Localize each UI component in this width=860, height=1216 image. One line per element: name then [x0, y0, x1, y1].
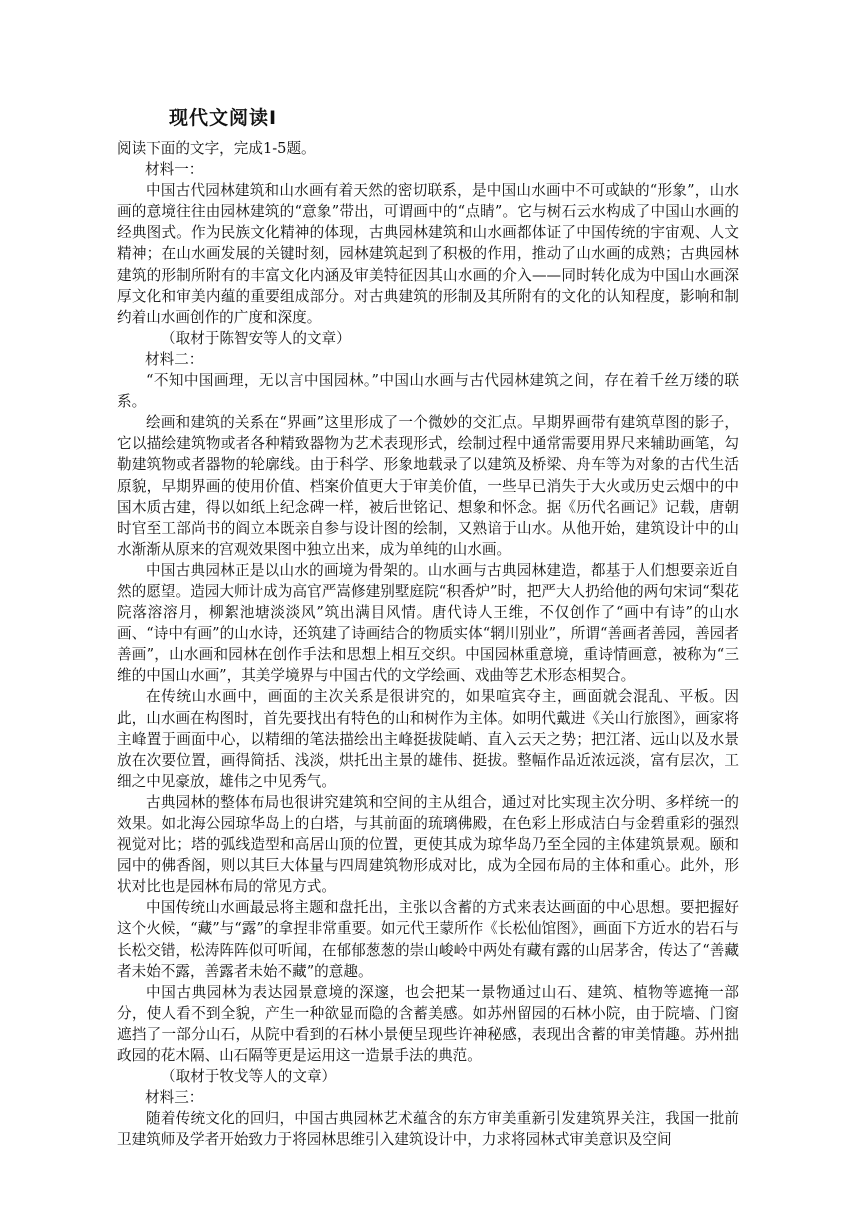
- material2-label: 材料二：: [145, 350, 204, 368]
- material2-paragraph-7: 中国古典园林为表达园景意境的深邃，也会把某一景物通过山石、建筑、植物等遮掩一部分，使人看不到全貌，产生一种欲显而隐的含蓄美感。如苏州留园的石林小院，由于院墙、门窗遮挡了一部分山石，从院中看到的石林小景便呈现些许神秘感，表现出含蓄的审美情趣。苏州拙政园的花木隔、山石隔等更是运用这一造景手法的典范。: [117, 983, 739, 1065]
- material2-paragraph-2: 绘画和建筑的关系在“界画”这里形成了一个微妙的交汇点。早期界画带有建筑草图的影子，它以描绘建筑物或者各种精致器物为艺术表现形式，绘制过程中通常需要用界尺来辅助画笔，勾勒建筑物或者器物的轮廓线。由于科学、形象地载录了以建筑及桥梁、舟车等为对象的古代生活原貌，早期界画的使用价值、档案价值更大于审美价值，一些早已消失于大火或历史云烟中的中国木质古建，得以如纸上纪念碑一样，被后世铭记、想象和怀念。据《历代名画记》记载，唐朝时官至工部尚书的阎立本既亲自参与设计图的绘制，又熟谙于山水。从他开始，建筑设计中的山水渐渐从原来的宫观效果图中独立出来，成为单纯的山水画。: [117, 414, 739, 558]
- material2-paragraph-1: “不知中国画理，无以言中国园林。”中国山水画与古代园林建筑之间，存在着千丝万缕的联系。: [117, 372, 739, 411]
- material2-source: （取材于牧戈等人的文章）: [161, 1068, 337, 1086]
- material1-label: 材料一：: [145, 161, 204, 179]
- material2-paragraph-4: 在传统山水画中，画面的主次关系是很讲究的，如果喧宾夺主，画面就会混乱、平板。因此，山水画在构图时，首先要找出有特色的山和树作为主体。如明代戴进《关山行旅图》，画家将主峰置于画面中心，以精细的笔法描绘出主峰挺拔陡峭、直入云天之势；把江渚、远山以及水景放在次要位置，画得简括、浅淡，烘托出主景的雄伟、挺拔。整幅作品近浓远淡，富有层次，工细之中见豪放，雄伟之中见秀气。: [117, 688, 739, 790]
- material1-source: （取材于陈智安等人的文章）: [161, 329, 351, 347]
- page-title: 现代文阅读Ⅰ: [169, 107, 278, 129]
- instruction: 阅读下面的文字，完成1-5题。: [117, 140, 316, 157]
- document-page: [117, 104, 739, 1151]
- material2-paragraph-5: 古典园林的整体布局也很讲究建筑和空间的主从组合，通过对比实现主次分明、多样统一的效果。如北海公园琼华岛上的白塔，与其前面的琉璃佛殿，在色彩上形成洁白与金碧重彩的强烈视觉对比；塔的弧线造型和高居山顶的位置，更使其成为琼华岛乃至全园的主体建筑景观。颐和园中的佛香阁，则以其巨大体量与四周建筑物形成对比，成为全园布局的主体和重心。此外，形状对比也是园林布局的常见方式。: [117, 793, 739, 896]
- material3-paragraph: 随着传统文化的回归，中国古典园林艺术蕴含的东方审美重新引发建筑界关注，我国一批前卫建筑师及学者开始致力于将园林思维引入建筑设计中，力求将园林式审美意识及空间: [117, 1110, 739, 1149]
- material2-paragraph-3: 中国古典园林正是以山水的画境为骨架的。山水画与古典园林建造，都基于人们想要亲近自然的愿望。造园大师计成为高官严嵩修建别墅庭院“积香炉”时，把严大人扔给他的两句宋词“梨花院落溶溶月，柳絮池塘淡淡风”筑出满目风情。唐代诗人王维，不仅创作了“画中有诗”的山水画、“诗中有画”的山水诗，还筑建了诗画结合的物质实体“辋川别业”，所谓“善画者善园，善园者善画”，山水画和园林在创作手法和思想上相互交织。中国园林重意境，重诗情画意，被称为“三维的中国山水画”，其美学境界与中国古代的文学绘画、戏曲等艺术形态相契合。: [117, 561, 739, 685]
- material1-paragraph: 中国古代园林建筑和山水画有着天然的密切联系，是中国山水画中不可或缺的“形象”，山水画的意境往往由园林建筑的“意象”带出，可谓画中的“点睛”。它与树石云水构成了中国山水画的经典图式。作为民族文化精神的体现，古典园林建筑和山水画都体证了中国传统的宇宙观、人文精神；在山水画发展的关键时刻，园林建筑起到了积极的作用，推动了山水画的成熟；古典园林建筑的形制所附有的丰富文化内涵及审美特征因其山水画的介入——同时转化成为中国山水画深厚文化和审美内蕴的重要组成部分。对古典建筑的形制及其所附有的文化的认知程度，影响和制约着山水画创作的广度和深度。: [117, 182, 739, 326]
- material3-label: 材料三：: [145, 1089, 204, 1107]
- material2-paragraph-6: 中国传统山水画最忌将主题和盘托出，主张以含蓄的方式来表达画面的中心思想。要把握好这个火候，“藏”与“露”的拿捏非常重要。如元代王蒙所作《长松仙馆图》，画面下方近水的岩石与长松交错，松涛阵阵似可听闻，在郁郁葱葱的崇山峻岭中两处有藏有露的山居茅舍，传达了“善藏者未始不露，善露者未始不藏”的意趣。: [117, 899, 739, 980]
